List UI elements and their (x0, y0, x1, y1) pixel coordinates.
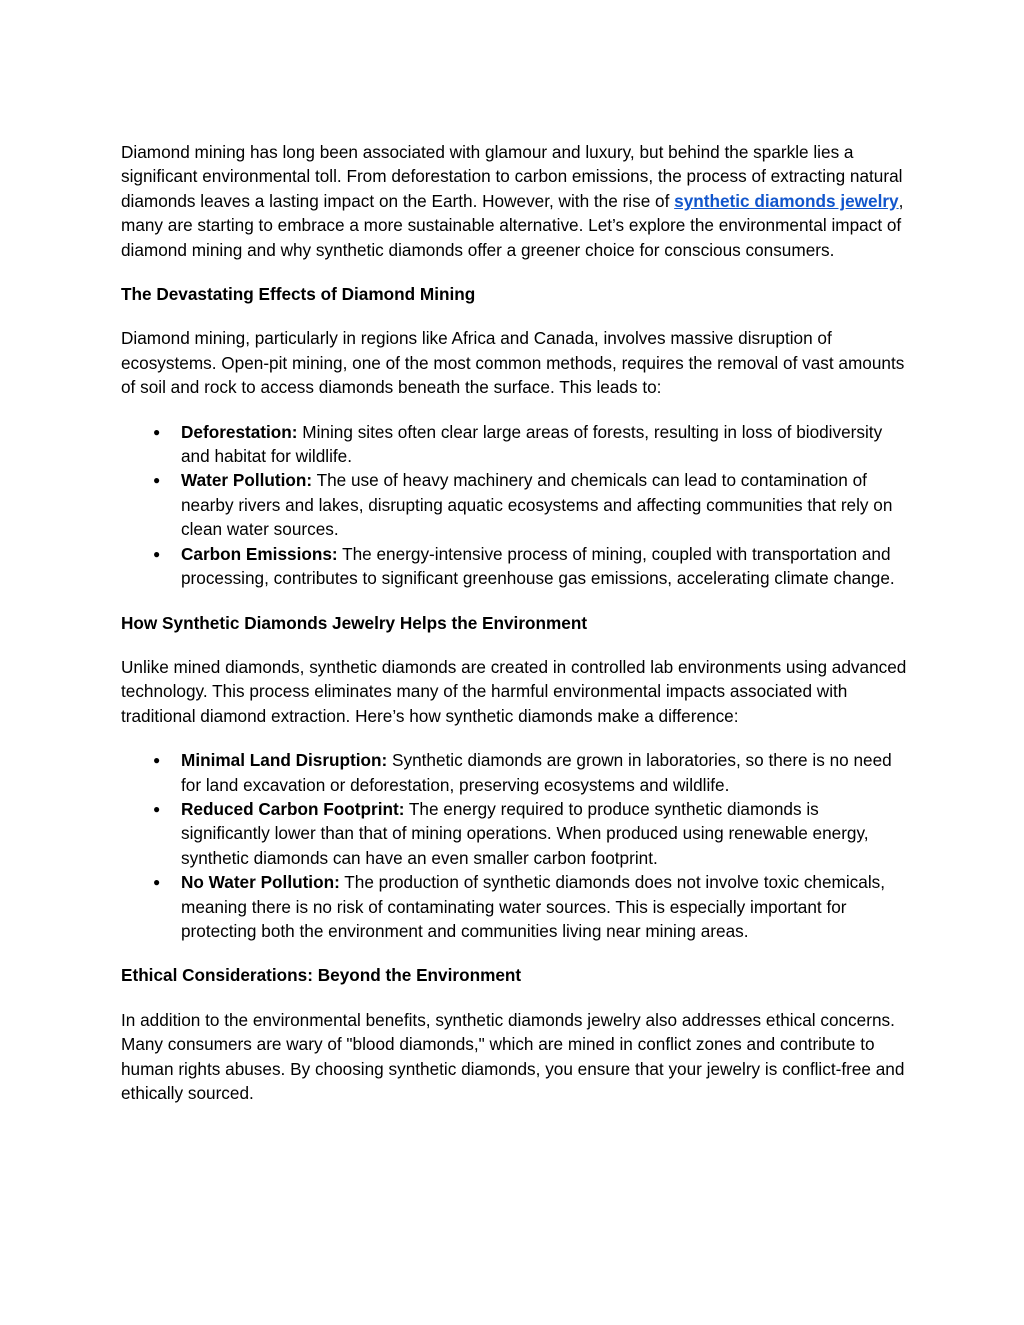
list-item (121, 797, 911, 870)
list-item (121, 870, 911, 943)
section3-heading: Ethical Considerations: Beyond the Environment (121, 965, 522, 986)
section3-paragraph: In addition to the environmental benefits, synthetic diamonds jewelry also addresses ethical concerns. Many consumers are wary of "blood diamonds," which are mined in conflict zones and contribute to human rights abuses. By choosing synthetic diamonds, you ensure that your jewelry is conflict-free and ethically sourced. (121, 1009, 905, 1103)
list-item-text: The use of heavy machinery and chemicals can lead to contamination of nearby rivers and lakes, disrupting aquatic ecosystems and affecting communities that rely on clean water sources. (181, 470, 893, 540)
list-item-text: Mining sites often clear large areas of forests, resulting in loss of biodiversity and habitat for wildlife. (181, 421, 883, 467)
list-item-label: No Water Pollution: (181, 872, 340, 893)
intro-paragraph (121, 140, 911, 262)
list-item (121, 420, 911, 469)
list-item (121, 468, 911, 541)
bullet-icon: ● (153, 801, 161, 816)
list-item (121, 748, 911, 797)
bullet-icon: ● (153, 424, 161, 439)
list-item (121, 542, 911, 591)
section2-bullet-list (121, 748, 911, 943)
list-item-label: Deforestation: (181, 421, 298, 442)
synthetic-diamonds-jewelry-link[interactable]: synthetic diamonds jewelry (674, 190, 899, 211)
section1-heading: The Devastating Effects of Diamond Mining (121, 284, 476, 305)
bullet-icon: ● (153, 875, 161, 890)
section1-bullet-list (121, 420, 911, 591)
section2-heading: How Synthetic Diamonds Jewelry Helps the Environment (121, 612, 588, 633)
list-item-text: The energy-intensive process of mining, coupled with transportation and processing, contributes to significant greenhouse gas emissions, accelerating climate change. (181, 543, 895, 589)
list-item-label: Water Pollution: (181, 470, 313, 491)
list-item-label: Reduced Carbon Footprint: (181, 798, 405, 819)
list-item-text: Synthetic diamonds are grown in laboratories, so there is no need for land excavation or deforestation, preserving ecosystems and wildlife. (181, 750, 892, 795)
intro-text-before-link: Diamond mining has long been associated with glamour and luxury, but behind the sparkle lies a significant environmental toll. From deforestation to carbon emissions, the process of extracting natural diamonds leaves a lasting impact on the Earth. However, with the rise of (121, 142, 903, 211)
section2-paragraph: Unlike mined diamonds, synthetic diamonds are created in controlled lab environments using advanced technology. This process eliminates many of the harmful environmental impacts associated with traditional diamond extraction. Here’s how synthetic diamonds make a difference: (121, 656, 907, 726)
section1-paragraph: Diamond mining, particularly in regions like Africa and Canada, involves massive disruption of ecosystems. Open-pit mining, one of the most common methods, requires the removal of vast amounts of soil and rock to access diamonds beneath the surface. This leads to: (121, 328, 905, 398)
list-item-text: The production of synthetic diamonds does not involve toxic chemicals, meaning there is no risk of contaminating water sources. This is especially important for protecting both the environment and communities living near mining areas. (181, 872, 886, 941)
list-item-label: Carbon Emissions: (181, 543, 338, 564)
bullet-icon: ● (153, 546, 161, 561)
list-item-label: Minimal Land Disruption: (181, 750, 388, 771)
intro-text-after-link: , many are starting to embrace a more sustainable alternative. Let’s explore the environmental impact of diamond mining and why synthetic diamonds offer a greener choice for conscious consumers. (121, 190, 904, 260)
list-item-text: The energy required to produce synthetic diamonds is significantly lower than that of mining operations. When produced using renewable energy, synthetic diamonds can have an even smaller carbon footprint. (181, 798, 869, 868)
bullet-icon: ● (153, 753, 161, 768)
bullet-icon: ● (153, 473, 161, 488)
document-page (121, 140, 911, 1125)
